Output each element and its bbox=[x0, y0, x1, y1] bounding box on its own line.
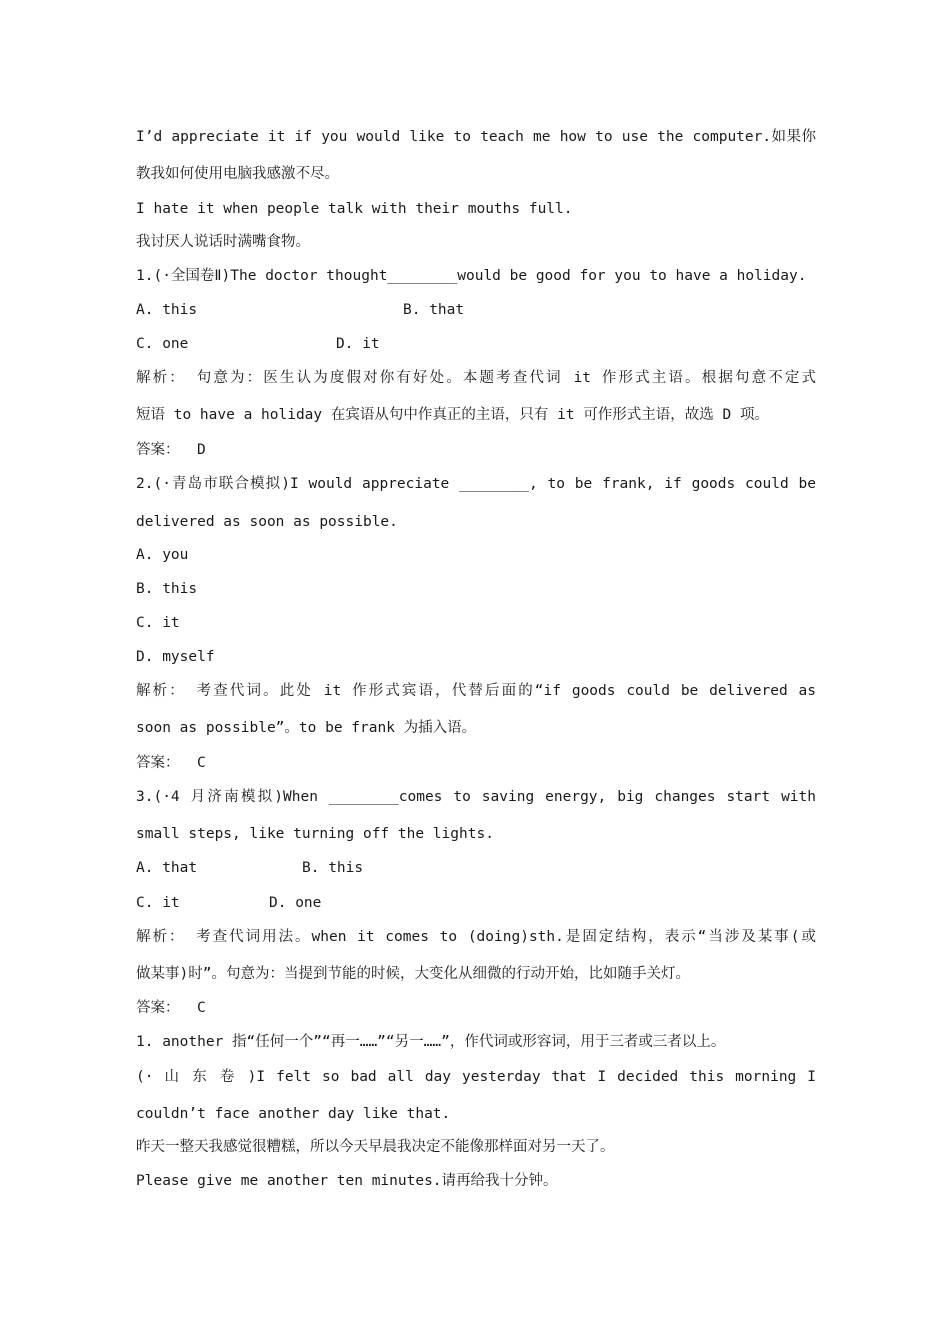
q3-option-c: C. it bbox=[136, 895, 180, 911]
q1-analysis-line-2: 短语 to have a holiday 在宾语从句中作真正的主语，只有 it 可作形式主语，故选 D 项。 bbox=[136, 407, 769, 423]
q1-option-a: A. this bbox=[136, 302, 198, 318]
q2-stem-line-1: 2.(·青岛市联合模拟)I would appreciate ________, to be frank, if goods could be bbox=[136, 476, 816, 492]
q2-answer: 答案： C bbox=[136, 755, 206, 771]
another-rule: 1. another 指“任何一个”“再一……”“另一……”，作代词或形容词，用于三者或三者以上。 bbox=[136, 1034, 726, 1050]
q1-option-c: C. one bbox=[136, 336, 189, 352]
q2-option-c: C. it bbox=[136, 615, 180, 631]
q3-stem-line-1: 3.(·4 月济南模拟)When ________comes to saving energy, big changes start with bbox=[136, 789, 816, 805]
intro-line-4: 我讨厌人说话时满嘴食物。 bbox=[136, 234, 310, 250]
another-example-1-line-2: couldn’t face another day like that. bbox=[136, 1106, 451, 1122]
another-example-2: Please give me another ten minutes.请再给我十分钟。 bbox=[136, 1173, 558, 1189]
q1-option-d: D. it bbox=[336, 336, 380, 352]
another-example-1-line-1: (· 山 东 卷 )I felt so bad all day yesterday that I decided this morning I bbox=[136, 1069, 816, 1085]
q2-analysis-line-1: 解析： 考查代词。此处 it 作形式宾语，代替后面的“if goods could be delivered as bbox=[136, 683, 816, 699]
q2-option-a: A. you bbox=[136, 547, 189, 563]
intro-line-1: I’d appreciate it if you would like to teach me how to use the computer.如果你 bbox=[136, 129, 816, 145]
q1-option-b: B. that bbox=[403, 302, 465, 318]
q3-option-a: A. that bbox=[136, 860, 198, 876]
q3-answer: 答案： C bbox=[136, 1000, 206, 1016]
intro-line-3: I hate it when people talk with their mouths full. bbox=[136, 201, 573, 217]
q3-analysis-line-2: 做某事)时”。句意为：当提到节能的时候，大变化从细微的行动开始，比如随手关灯。 bbox=[136, 966, 690, 982]
q3-option-b: B. this bbox=[302, 860, 364, 876]
q1-answer: 答案： D bbox=[136, 442, 206, 458]
another-example-1-translation: 昨天一整天我感觉很糟糕，所以今天早晨我决定不能像那样面对另一天了。 bbox=[136, 1139, 615, 1155]
q2-option-d: D. myself bbox=[136, 649, 215, 665]
q1-analysis-line-1: 解析： 句意为：医生认为度假对你有好处。本题考查代词 it 作形式主语。根据句意不定式 bbox=[136, 370, 816, 386]
q1-stem: 1.(·全国卷Ⅱ)The doctor thought________would be good for you to have a holiday. bbox=[136, 268, 807, 284]
q2-option-b: B. this bbox=[136, 581, 198, 597]
q2-analysis-line-2: soon as possible”。to be frank 为插入语。 bbox=[136, 720, 477, 736]
q3-analysis-line-1: 解析： 考查代词用法。when it comes to (doing)sth.是固定结构，表示“当涉及某事(或 bbox=[136, 929, 816, 945]
q3-option-d: D. one bbox=[269, 895, 322, 911]
q3-stem-line-2: small steps, like turning off the lights. bbox=[136, 826, 494, 842]
intro-line-2: 教我如何使用电脑我感激不尽。 bbox=[136, 166, 339, 182]
q2-stem-line-2: delivered as soon as possible. bbox=[136, 514, 398, 530]
